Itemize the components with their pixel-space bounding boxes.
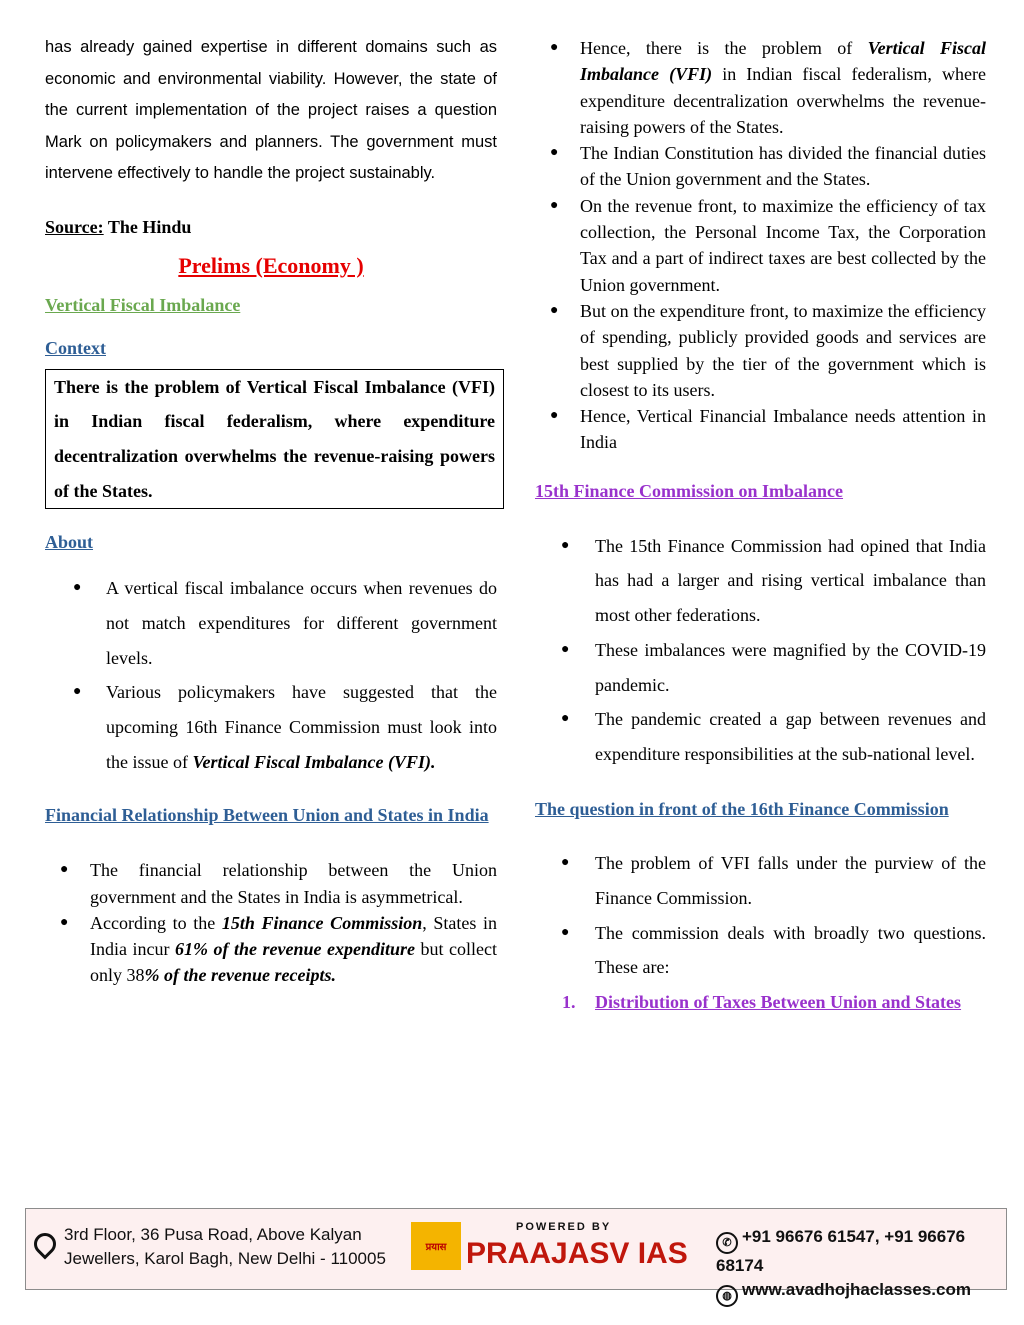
list-item: ● These imbalances were magnified by the COVID-19 pandemic. [535,633,986,702]
about-heading[interactable]: About [45,532,94,553]
about-list [45,571,497,779]
topic-heading[interactable]: Vertical Fiscal Imbalance [45,294,241,315]
list-item: ● The 15th Finance Commission had opined that India has had a larger and rising vertical imbalance than most other federations. [535,529,986,633]
number-marker: 1. [562,992,576,1013]
website-link[interactable]: www.avadhojhaclasses.com [742,1280,971,1299]
intro-paragraph: has already gained expertise in different domains such as economic and environmental viability. However, the state of the current implementation of the project raises a question Mark on policymakers and planners. The government must intervene effectively to handle the project sustainably. [45,38,497,182]
emphasis: 61% of the revenue expenditure [175,939,416,960]
right-column [535,32,986,1020]
distribution-taxes-link[interactable]: Distribution of Taxes Between Union and States [595,992,962,1013]
list-item: ● On the revenue front, to maximize the efficiency of tax collection, the Personal Income Tax, the Corporation Tax and a part of indirect taxes are best collected by the Union government. [535,193,986,298]
source-line [45,215,497,239]
list-item: ● The problem of VFI falls under the purview of the Finance Commission. [535,846,986,915]
emphasis: Vertical Fiscal Imbalance (VFI) [580,38,987,85]
list-item-text: , States in India incur [90,912,497,960]
financial-list [45,857,497,988]
prelims-heading: Prelims (Economy ) [178,252,364,278]
fc15-heading[interactable]: 15th Finance Commission on Imbalance [535,480,844,501]
vfi-emphasis: Vertical Fiscal Imbalance (VFI). [192,751,436,772]
context-box: There is the problem of Vertical Fiscal Imbalance (VFI) in Indian fiscal federalism, where expenditure decentralization overwhelms the revenue-raising powers of the States. [45,369,504,510]
context-heading[interactable]: Context [45,337,106,358]
left-column [45,32,497,989]
list-item [45,675,497,779]
q16-heading[interactable]: The question in front of the 16th Finance Commission [535,798,949,819]
phone-icon: ✆ [716,1232,738,1254]
q16-list [535,846,986,985]
source-label: Source: [45,216,104,237]
emphasis: 15th Finance Commission [221,912,423,933]
powered-by-label: POWERED BY [516,1221,612,1233]
list-item-text: in Indian fiscal federalism, where expenditure decentralization overwhelms the revenue-raising powers of the States. [580,64,986,137]
fc15-list [535,529,986,772]
list-item-text: Hence, there is the problem of [580,38,868,58]
vfi-points-list [535,35,986,456]
list-item: ● The commission deals with broadly two questions. These are: [535,916,986,985]
list-item: ● The pandemic created a gap between revenues and expenditure responsibilities at the sub-national level. [535,702,986,771]
list-item [535,35,986,140]
list-item-text: Various policymakers have suggested that the upcoming 16th Finance Commission must look into the issue of [106,682,497,772]
address-line-1: 3rd Floor, 36 Pusa Road, Above Kalyan [64,1225,362,1244]
prayas-logo: प्रयास [411,1222,461,1270]
list-item: ● The Indian Constitution has divided the financial duties of the Union government and the States. [535,140,986,193]
brand-name: PRAAJASV IAS [466,1237,688,1270]
footer-banner [25,1208,1007,1302]
phone-numbers: +91 96676 61547, +91 96676 68174 [716,1227,966,1275]
footer-address [64,1223,386,1271]
source-value: The Hindu [103,216,192,237]
list-item-text: but collect only 38 [90,939,498,986]
list-item: ● The financial relationship between the Union government and the States in India is asymmetrical. [45,857,497,910]
emphasis: % of the revenue receipts. [144,965,336,986]
location-pin-icon [29,1228,60,1259]
list-item: ● A vertical fiscal imbalance occurs when revenues do not match expenditures for different government levels. [45,571,497,675]
numbered-item-1 [535,985,986,1020]
address-line-2: Jewellers, Karol Bagh, New Delhi - 110005 [64,1249,386,1268]
list-item: ● But on the expenditure front, to maximize the efficiency of spending, publicly provided goods and services are best supplied by the tier of the government which is closest to its users. [535,298,986,403]
list-item [45,910,497,989]
list-item-text: According to the [90,912,222,933]
footer-contact [716,1225,1006,1307]
financial-relationship-heading[interactable]: Financial Relationship Between Union and States in India [45,804,489,825]
list-item: ● Hence, Vertical Financial Imbalance needs attention in India [535,403,986,456]
globe-icon: ◍ [716,1285,738,1307]
